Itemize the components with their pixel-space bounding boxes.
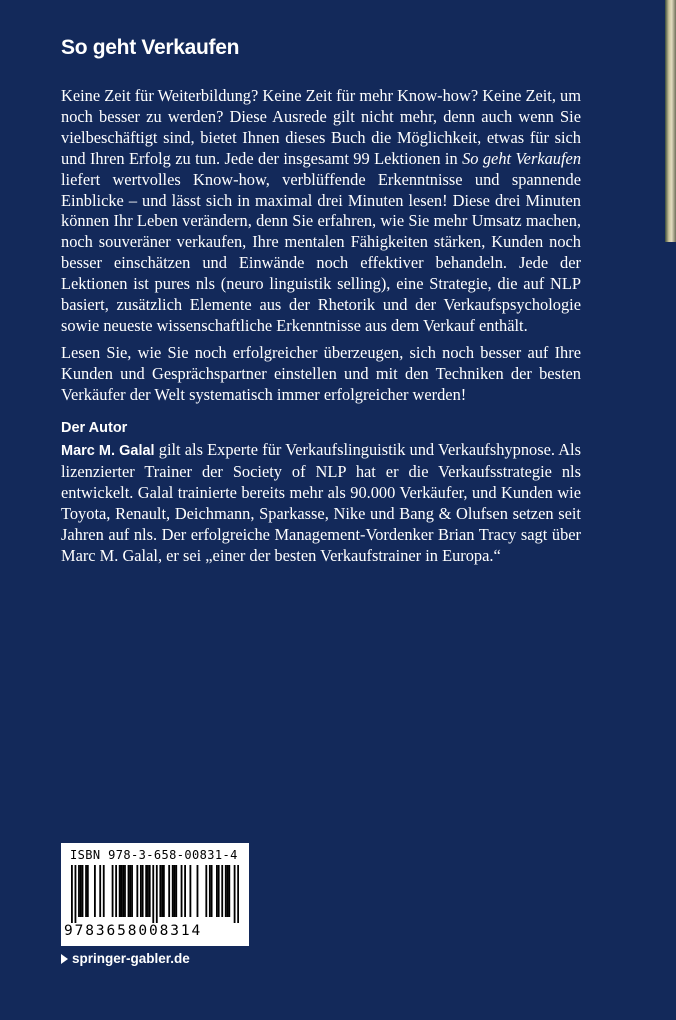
barcode-bar — [175, 865, 177, 917]
barcode-bar — [184, 865, 186, 917]
barcode-bar — [129, 865, 131, 917]
barcode-bar — [159, 865, 161, 917]
isbn-barcode — [61, 843, 249, 946]
arrow-right-icon — [61, 954, 68, 964]
barcode-bar — [172, 865, 174, 917]
author-heading: Der Autor — [61, 420, 128, 436]
publisher-url[interactable]: springer-gabler.de — [72, 951, 190, 966]
barcode-bar — [136, 865, 138, 917]
barcode-bar — [121, 865, 123, 917]
barcode-bar — [197, 865, 199, 917]
barcode-bar — [145, 865, 147, 917]
barcode-bar — [228, 865, 230, 917]
barcode-bar — [80, 865, 82, 917]
barcode-bar — [94, 865, 96, 917]
book-title: So geht Verkaufen — [61, 36, 240, 59]
barcode-bar — [78, 865, 80, 917]
barcode-digits: 9783658008314 — [64, 923, 203, 939]
barcode-bar — [237, 865, 239, 923]
barcode-bar — [221, 865, 223, 917]
barcode-bar — [103, 865, 105, 917]
barcode-bar — [71, 865, 73, 923]
barcode-bar — [181, 865, 183, 917]
cover-image-edge — [665, 0, 676, 242]
barcode-bar — [225, 865, 227, 917]
barcode-bar — [149, 865, 151, 917]
description-text-part1: Keine Zeit für Weiterbildung? Keine Zeit für mehr Know-how? Keine Zeit, um noch besser zu werden? Diese Ausrede gilt nicht mehr, denn auch wenn Sie vielbeschäftigt sind, bietet Ihnen dieses Buch die Möglichkeit, etwas für sich und Ihren Erfolg zu tun. Jede der insgesamt 99 Lektionen in — [61, 86, 581, 168]
barcode-bar — [161, 865, 163, 917]
barcode-bar — [227, 865, 229, 917]
barcode-bar — [124, 865, 126, 917]
barcode-bar — [82, 865, 84, 917]
barcode-bar — [140, 865, 142, 917]
description-book-title: So geht Verkaufen — [462, 148, 582, 168]
barcode-bar — [189, 865, 191, 917]
barcode-bar — [163, 865, 165, 917]
barcode-bar — [131, 865, 133, 917]
barcode-bar — [205, 865, 207, 917]
publisher-link[interactable] — [61, 951, 190, 966]
barcode-bar — [147, 865, 149, 917]
barcode-bar — [218, 865, 220, 917]
barcode-bar — [112, 865, 114, 917]
barcode-bar — [142, 865, 144, 917]
barcode-bar — [99, 865, 101, 917]
barcode-bar — [211, 865, 213, 917]
description-text-part2: liefert wertvolles Know-how, verblüffende Erkenntnisse und spannende Einblicke – und lässt sich in maximal drei Minuten lesen! Diese drei Minuten können Ihr Leben verändern, denn Sie erfahren, wie Sie mehr Umsatz machen, noch souveräner verkaufen, Ihre mentalen Fähigkeiten stärken, Kunden noch besser einschätzen und Einwände noch effektiver behandeln. Jede der Lektionen ist pures nls (neuro linguistik selling), eine Strategie, die auf NLP basiert, zusätzlich Elemente aus der Rhetorik und der Verkaufspsychologie sowie neueste wissenschaftliche Erkenntnisse aus dem Verkauf enthält. — [61, 169, 581, 335]
barcode-bar — [209, 865, 211, 917]
barcode-bars — [71, 865, 239, 923]
barcode-bar — [234, 865, 236, 923]
barcode-bar — [75, 865, 77, 923]
barcode-bar — [87, 865, 89, 917]
description-paragraph — [61, 86, 581, 337]
barcode-bar — [119, 865, 121, 917]
barcode-bar — [122, 865, 124, 917]
barcode-bar — [115, 865, 117, 917]
barcode-bar — [128, 865, 130, 917]
author-bio — [61, 440, 581, 566]
barcode-bar — [216, 865, 218, 917]
isbn-label: ISBN 978-3-658-00831-4 — [70, 848, 238, 862]
barcode-bar — [85, 865, 87, 917]
author-name: Marc M. Galal — [61, 443, 155, 459]
barcode-bar — [156, 865, 158, 923]
author-bio-text: gilt als Experte für Verkaufslinguistik und Verkaufshypnose. Als lizenzierter Trainer der Society of NLP hat er die Verkaufsstrategie nls entwickelt. Galal trainierte bereits mehr als 90.000 Verkäufer, und Kunden wie Toyota, Renault, Deichmann, Sparkasse, Nike und Bang & Olufsen setzen seit Jahren auf nls. Der erfolgreiche Management-Vordenker Brian Tracy sagt über Marc M. Galal, er sei „einer der besten Verkaufstrainer in Europa.“ — [61, 440, 581, 565]
description-paragraph-2: Lesen Sie, wie Sie noch erfolgreicher überzeugen, sich noch besser auf Ihre Kunden und Gesprächspartner einstellen und mit den Techniken der besten Verkäufer der Welt systematisch immer erfolgreicher werden! — [61, 343, 581, 404]
barcode-bar — [152, 865, 154, 923]
barcode-bar — [174, 865, 176, 917]
barcode-bar — [168, 865, 170, 917]
